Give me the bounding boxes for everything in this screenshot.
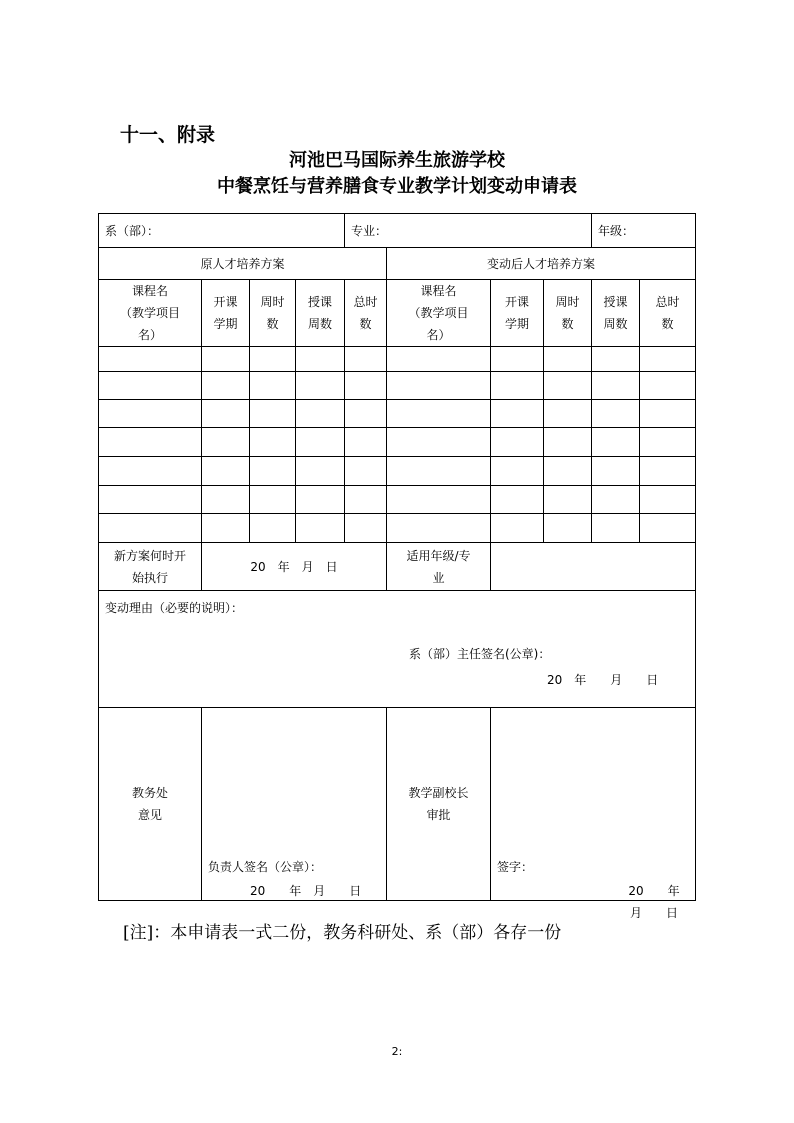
dept-head-signature-label: 系（部）主任签名(公章)： bbox=[409, 647, 551, 661]
change-application-table bbox=[98, 213, 704, 920]
department-label: 系（部）： bbox=[105, 223, 160, 238]
table-row bbox=[99, 372, 696, 400]
academic-office-opinion-field[interactable] bbox=[202, 708, 387, 901]
table-row bbox=[99, 400, 696, 428]
table-row bbox=[99, 514, 696, 543]
vice-principal-signature-date: 20 年 月 日 bbox=[628, 884, 704, 920]
course-name-header-changed: 课程名 （教学项目 名） bbox=[387, 280, 491, 347]
section-heading: 十一、附录 bbox=[120, 124, 216, 146]
start-date-row bbox=[99, 543, 696, 591]
applicable-grade-label: 适用年级/专 业 bbox=[387, 543, 491, 591]
major-label: 专业： bbox=[351, 223, 388, 238]
total-hours-header-original: 总时 数 bbox=[345, 280, 387, 347]
dept-head-signature-date: 20 年 月 日 bbox=[547, 673, 659, 687]
major-field[interactable] bbox=[345, 214, 592, 248]
page-number: 2: bbox=[391, 1045, 403, 1058]
applicable-grade-field[interactable] bbox=[491, 543, 696, 591]
form-title: 中餐烹饪与营养膳食专业教学计划变动申请表 bbox=[217, 176, 577, 197]
weekly-hours-header-changed: 周时 数 bbox=[544, 280, 592, 347]
vice-principal-signature-label: 签字： bbox=[497, 860, 534, 874]
weekly-hours-header-original: 周时 数 bbox=[250, 280, 296, 347]
semester-header-changed: 开课 学期 bbox=[491, 280, 544, 347]
grade-field[interactable] bbox=[592, 214, 696, 248]
footnote: [注]：本申请表一式二份，教务科研处、系（部）各存一份 bbox=[123, 923, 562, 943]
original-plan-header: 原人才培养方案 bbox=[99, 248, 387, 280]
change-reason-label: 变动理由（必要的说明）： bbox=[105, 601, 244, 615]
department-field[interactable] bbox=[99, 214, 345, 248]
semester-header-original: 开课 学期 bbox=[202, 280, 250, 347]
school-title: 河池巴马国际养生旅游学校 bbox=[289, 150, 505, 171]
grade-label: 年级： bbox=[598, 223, 635, 238]
academic-office-label: 教务处 意见 bbox=[99, 708, 202, 901]
start-execution-label: 新方案何时开 始执行 bbox=[99, 543, 202, 591]
vice-principal-approval-field[interactable] bbox=[491, 708, 704, 920]
responsible-signature-label: 负责人签名（公章）： bbox=[208, 860, 323, 874]
course-name-header-original: 课程名 （教学项目 名） bbox=[99, 280, 202, 347]
table-row bbox=[99, 347, 696, 372]
start-execution-date[interactable]: 20 年 月 日 bbox=[202, 543, 387, 591]
vice-principal-label: 教学副校长 审批 bbox=[387, 708, 491, 901]
approval-row bbox=[99, 708, 696, 901]
change-reason-field[interactable] bbox=[99, 591, 696, 708]
table-row bbox=[99, 457, 696, 486]
header-info-row bbox=[99, 214, 696, 248]
column-header-row bbox=[99, 280, 696, 347]
teaching-weeks-header-original: 授课 周数 bbox=[296, 280, 345, 347]
total-hours-header-changed: 总时 数 bbox=[640, 280, 696, 347]
teaching-weeks-header-changed: 授课 周数 bbox=[592, 280, 640, 347]
table-row bbox=[99, 428, 696, 457]
reason-row bbox=[99, 591, 696, 708]
responsible-signature-date: 20 年 月 日 bbox=[250, 884, 362, 898]
table-row bbox=[99, 486, 696, 514]
changed-plan-header: 变动后人才培养方案 bbox=[387, 248, 696, 280]
plan-header-row bbox=[99, 248, 696, 280]
